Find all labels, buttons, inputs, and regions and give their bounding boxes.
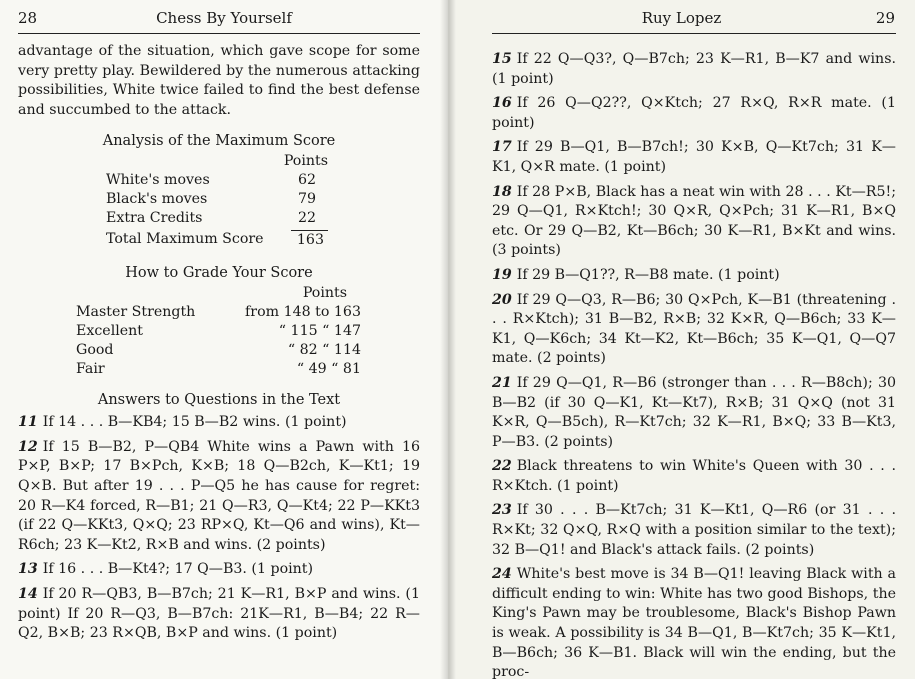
table-row	[76, 303, 361, 322]
answer-number: 12	[18, 438, 38, 455]
answer-text: If 29 Q—Q3, R—B6; 30 Q×Pch, K—B1 (threatening . . . R×Ktch); 31 B—B2, R×B; 32 K×R, Q—B6ch; 33 K—K1, Q—K6ch; 34 Kt—K2, Kt—B6ch; 35 K—Q1, Q—Q7 mate. (2 points)	[492, 291, 896, 367]
answer-paragraph	[18, 413, 420, 433]
answer-paragraph	[492, 565, 896, 679]
score-value: 62	[297, 171, 316, 188]
answer-number: 20	[492, 291, 512, 308]
grade-label: Excellent	[76, 322, 144, 339]
answer-text: White's best move is 34 B—Q1! leaving Black with a difficult ending to win: White has two good Bishops, the King's Pawn may be troublesome, Black's Bishop Pawn is weak. A possibility is 34 B—Q1, B—Kt7ch; 35 K—Kt1, B—B6ch; 36 K—B1. Black will win the ending, but the proc-	[492, 566, 896, 679]
grade-title: How to Grade Your Score	[125, 264, 313, 281]
answer-number: 19	[492, 266, 512, 283]
points-header: Points	[283, 152, 328, 169]
answer-paragraph	[492, 374, 896, 452]
answer-number: 16	[492, 95, 512, 112]
answer-text: Black threatens to win White's Queen with 30 . . . R×Ktch. (1 point)	[492, 458, 896, 494]
answer-text: If 22 Q—Q3?, Q—B7ch; 23 K—R1, B—K7 and wins. (1 point)	[492, 51, 896, 87]
answer-number: 23	[492, 502, 512, 519]
page-number-left: 28	[18, 9, 38, 27]
answer-text: If 28 P×B, Black has a neat win with 28 . . . Kt—R5!; 29 Q—Q1, R×Ktch!; 30 Q×R, Q×Pch; 31 K—R1, B×Q etc. Or 29 Q—B2, Kt—B6ch; 30 K—R1, B×Kt and wins. (3 points)	[492, 183, 896, 259]
running-title-left: Chess By Yourself	[156, 9, 292, 27]
score-label: Black's moves	[106, 190, 208, 207]
total-value: 163	[291, 230, 328, 250]
running-title-right: Ruy Lopez	[641, 9, 722, 27]
answer-text: If 29 B—Q1??, R—B8 mate. (1 point)	[516, 266, 780, 283]
right-page-body	[492, 50, 896, 679]
max-score-title: Analysis of the Maximum Score	[102, 133, 336, 150]
answer-paragraph	[492, 501, 896, 560]
book-gutter	[440, 0, 456, 679]
header-rule-right	[492, 33, 896, 34]
score-value: 79	[297, 190, 316, 207]
answer-number: 18	[492, 183, 512, 200]
answer-text: If 20 R—QB3, B—B7ch; 21 K—R1, B×P and wins. (1 point) If 20 R—Q3, B—B7ch: 21K—R1, B—B4; 22 R—Q2, B×B; 23 R×QB, B×P and wins. (1 point)	[18, 585, 420, 642]
table-row	[76, 341, 361, 360]
score-label: Extra Credits	[106, 209, 203, 226]
total-row	[106, 228, 328, 250]
intro-paragraph: advantage of the situation, which gave scope for some very pretty play. Bewildered by the numerous attacking possibilities, White twice failed to find the best defense and succumbed to the attack.	[18, 43, 420, 118]
table-row	[76, 322, 361, 341]
grade-range: “ 49 “ 81	[296, 360, 361, 377]
grade-table	[76, 284, 361, 379]
score-value: 22	[297, 209, 316, 226]
answer-text: If 16 . . . B—Kt4?; 17 Q—B3. (1 point)	[42, 561, 314, 578]
answer-paragraph	[492, 94, 896, 133]
left-page-body	[18, 42, 420, 649]
answer-number: 24	[492, 566, 512, 583]
table-row	[76, 360, 361, 379]
answer-text: If 14 . . . B—KB4; 15 B—B2 wins. (1 point)	[42, 414, 347, 431]
table-row	[106, 190, 328, 209]
table-row	[106, 171, 328, 190]
grade-range: “ 115 “ 147	[278, 322, 361, 339]
total-label: Total Maximum Score	[106, 231, 264, 248]
answer-paragraph	[492, 457, 896, 496]
answer-paragraph	[18, 585, 420, 644]
grade-label: Good	[76, 341, 114, 358]
grade-range: from 148 to 163	[245, 303, 361, 320]
answer-number: 15	[492, 51, 512, 67]
answer-text: If 30 . . . B—Kt7ch; 31 K—Kt1, Q—R6 (or 31 . . . R×Kt; 32 Q×Q, R×Q with a position similar to the text); 32 B—Q1! and Black's attack fails. (2 points)	[492, 502, 896, 558]
answer-paragraph	[492, 266, 896, 286]
table-row	[106, 209, 328, 228]
answer-number: 11	[18, 414, 38, 431]
answer-paragraph	[18, 438, 420, 556]
right-page	[448, 0, 915, 679]
answer-text: If 29 B—Q1, B—B7ch!; 30 K×B, Q—Kt7ch; 31 K—K1, Q×R mate. (1 point)	[492, 139, 896, 175]
answer-number: 17	[492, 139, 512, 156]
answer-text: If 15 B—B2, P—QB4 White wins a Pawn with 16 P×P, B×P; 17 B×Pch, K×B; 18 Q—B2ch, K—Kt1; 19 Q×B. But after 19 . . . P—Q5 he has cause for regret: 20 R—K4 forced, R—B1; 21 Q—R3, Q—Kt4; 22 P—KKt3 (if 22 Q—KKt3, Q×Q; 23 RP×Q, Kt—Q6 and wins), Kt—R6ch; 23 K—Kt2, R×B and wins. (2 points)	[18, 438, 420, 553]
answer-text: If 29 Q—Q1, R—B6 (stronger than . . . R—B8ch); 30 B—B2 (if 30 Q—K1, Kt—Kt7), R×B; 31 Q×Q (not 31 K×R, Q—B5ch), R—Kt7ch; 32 K—R1, B×Q; 33 B—Kt3, P—B3. (2 points)	[492, 374, 896, 450]
answer-paragraph	[492, 138, 896, 177]
answer-paragraph	[492, 183, 896, 261]
page-number-right: 29	[875, 9, 895, 27]
points-header: Points	[302, 284, 347, 301]
answer-number: 21	[492, 374, 512, 391]
left-page	[0, 0, 448, 679]
answer-number: 22	[492, 458, 512, 475]
grade-range: “ 82 “ 114	[287, 341, 361, 358]
answers-title: Answers to Questions in the Text	[97, 391, 341, 408]
answer-number: 14	[18, 585, 38, 602]
answer-paragraph	[492, 291, 896, 369]
answer-paragraph	[492, 50, 896, 89]
grade-label: Master Strength	[76, 303, 196, 320]
header-rule-left	[18, 33, 420, 34]
answer-number: 13	[18, 561, 38, 578]
answer-paragraph	[18, 560, 420, 580]
grade-label: Fair	[76, 360, 105, 377]
answer-text: If 26 Q—Q2??, Q×Ktch; 27 R×Q, R×R mate. (1 point)	[492, 95, 896, 131]
max-score-table	[106, 152, 328, 250]
score-label: White's moves	[106, 171, 210, 188]
